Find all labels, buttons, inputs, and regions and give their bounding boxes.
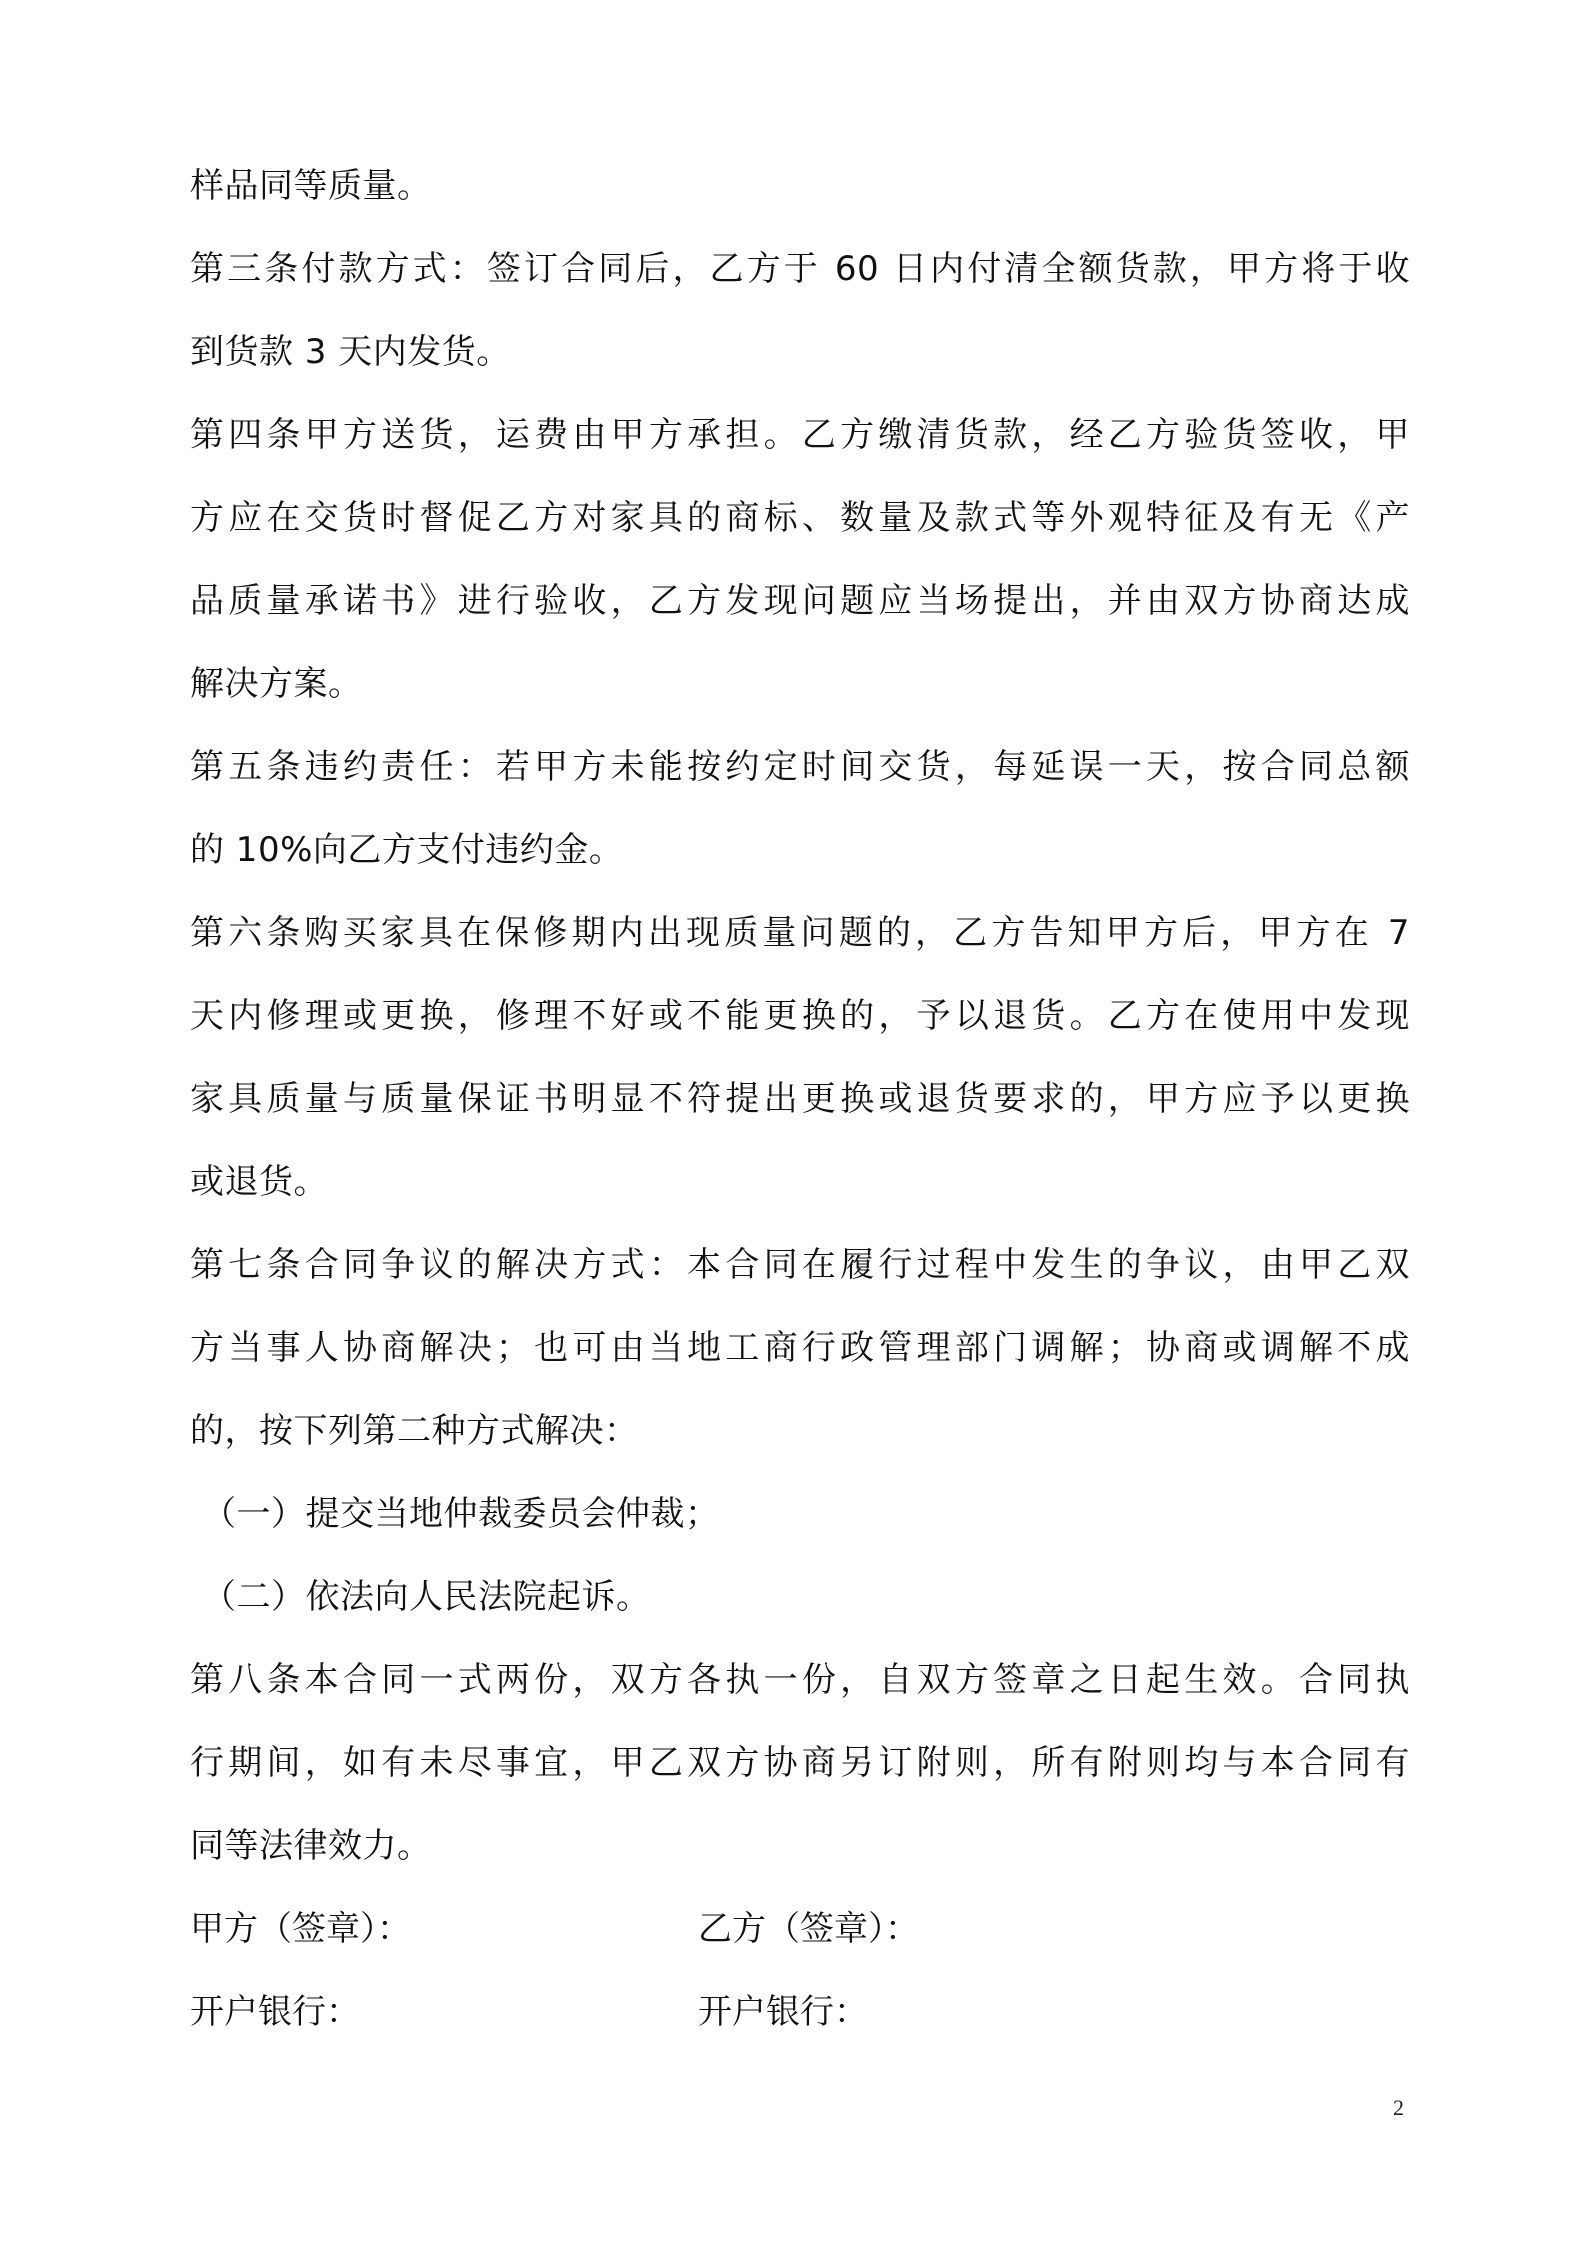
text-line: 行期间，如有未尽事宜，甲乙双方协商另订附则，所有附则均与本合同有	[190, 1743, 1410, 1783]
party-a-field-label: 甲方（签章）：	[190, 1909, 411, 1949]
text-line: 第七条合同争议的解决方式：本合同在履行过程中发生的争议，由甲乙双	[190, 1245, 1410, 1285]
text-line: 方应在交货时督促乙方对家具的商标、数量及款式等外观特征及有无《产	[190, 498, 1410, 538]
text-line: （一）提交当地仲裁委员会仲裁；	[202, 1494, 720, 1534]
signature-row	[190, 1971, 1410, 2054]
text-line: 解决方案。	[190, 664, 363, 704]
contract-body	[190, 145, 1410, 2054]
text-line: 天内修理或更换，修理不好或不能更换的，予以退货。乙方在使用中发现	[190, 996, 1410, 1036]
text-line: 第五条违约责任：若甲方未能按约定时间交货，每延误一天，按合同总额	[190, 747, 1410, 787]
text-line: 第八条本合同一式两份，双方各执一份，自双方签章之日起生效。合同执	[190, 1660, 1410, 1700]
text-line: 的，按下列第二种方式解决：	[190, 1411, 639, 1451]
text-line: 第六条购买家具在保修期内出现质量问题的，乙方告知甲方后，甲方在 7	[190, 913, 1410, 953]
text-line: 到货款 3 天内发货。	[190, 332, 511, 372]
text-line: 或退货。	[190, 1162, 328, 1202]
text-line: 品质量承诺书》进行验收，乙方发现问题应当场提出，并由双方协商达成	[190, 581, 1410, 621]
text-line: 的 10%向乙方支付违约金。	[190, 830, 624, 870]
party-a-field-label: 开户银行：	[190, 1992, 360, 2032]
contract-paragraphs	[190, 145, 1410, 1888]
text-line: 方当事人协商解决；也可由当地工商行政管理部门调解；协商或调解不成	[190, 1328, 1410, 1368]
text-line: 家具质量与质量保证书明显不符提出更换或退货要求的，甲方应予以更换	[190, 1079, 1410, 1119]
text-line: 第四条甲方送货，运费由甲方承担。乙方缴清货款，经乙方验货签收，甲	[190, 415, 1410, 455]
signature-row	[190, 1888, 1410, 1971]
page-number: 2	[1393, 2095, 1404, 2120]
text-line: 样品同等质量。	[190, 166, 432, 206]
party-b-field-label: 乙方（签章）：	[698, 1909, 919, 1949]
signature-block	[190, 1888, 1410, 2054]
text-line: （二）依法向人民法院起诉。	[202, 1577, 651, 1617]
text-line: 同等法律效力。	[190, 1826, 432, 1866]
party-b-field-label: 开户银行：	[698, 1992, 868, 2032]
text-line: 第三条付款方式：签订合同后，乙方于 60 日内付清全额货款，甲方将于收	[190, 249, 1410, 289]
